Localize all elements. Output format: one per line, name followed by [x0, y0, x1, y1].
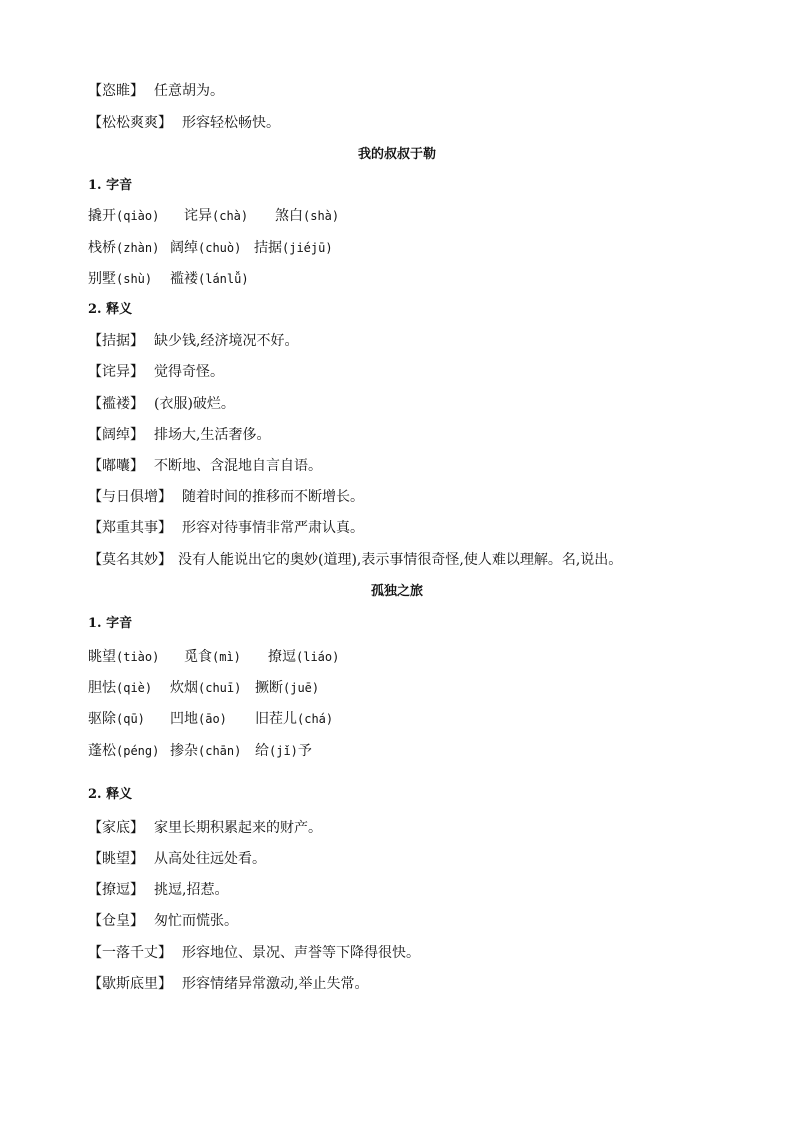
definition-entry	[88, 488, 364, 506]
word: 撅断	[255, 680, 283, 696]
pinyin: (juē)	[283, 681, 320, 695]
pinyin: (tiào)	[116, 650, 160, 664]
definition-term: 【嘟囔】	[88, 458, 144, 474]
word: 诧异	[184, 208, 212, 224]
word: 煞白	[275, 208, 303, 224]
word: 驱除	[88, 711, 116, 727]
word: 蓬松	[88, 743, 116, 759]
pinyin: (jiéjū)	[282, 241, 333, 255]
definition-text: 挑逗,招惹。	[154, 882, 229, 898]
pinyin: (chān)	[198, 744, 242, 758]
word-suffix: 予	[297, 743, 312, 759]
definition-term: 【家底】	[88, 820, 144, 836]
definition-entry	[88, 944, 420, 962]
definition-entry	[88, 975, 368, 993]
definition-term: 【与日俱增】	[88, 489, 172, 505]
definition-term: 【郑重其事】	[88, 520, 172, 536]
pronunciation-item	[275, 207, 339, 225]
pronunciation-item	[170, 742, 241, 760]
word: 旧茬儿	[255, 711, 297, 727]
pinyin: (lánlǚ)	[198, 272, 249, 286]
definition-text: 形容地位、景况、声誉等下降得很快。	[182, 945, 420, 961]
definition-text: (衣服)破烂。	[154, 396, 235, 412]
word: 褴褛	[170, 271, 198, 287]
definitions-heading: 2. 释义	[88, 787, 133, 802]
definition-entry	[88, 395, 235, 413]
pinyin: (zhàn)	[116, 241, 160, 255]
pronunciation-item	[88, 648, 159, 666]
definition-entry	[88, 819, 322, 837]
pronunciation-item	[170, 270, 249, 288]
definition-text: 随着时间的推移而不断增长。	[182, 489, 364, 505]
pinyin: (liáo)	[296, 650, 340, 664]
definition-text: 匆忙而慌张。	[154, 913, 238, 929]
word: 撬开	[88, 208, 116, 224]
definition-term: 【仓皇】	[88, 913, 144, 929]
pinyin: (jǐ)	[269, 744, 298, 758]
definition-text: 觉得奇怪。	[154, 364, 224, 380]
definition-term: 【恣睢】	[88, 83, 144, 99]
pronunciation-item	[88, 207, 159, 225]
pinyin: (péng)	[116, 744, 160, 758]
definition-term: 【一落千丈】	[88, 945, 172, 961]
definition-entry	[88, 850, 266, 868]
pinyin: (chà)	[212, 209, 249, 223]
pinyin: (chuò)	[198, 241, 242, 255]
word: 凹地	[170, 711, 198, 727]
pronunciation-item	[88, 710, 145, 728]
definition-term: 【松松爽爽】	[88, 115, 172, 131]
pinyin: (shà)	[303, 209, 340, 223]
word: 觅食	[184, 649, 212, 665]
pinyin: (chá)	[297, 712, 334, 726]
pinyin: (shù)	[116, 272, 153, 286]
definition-term: 【拮据】	[88, 333, 144, 349]
definition-term: 【阔绰】	[88, 427, 144, 443]
pronunciation-item	[88, 239, 159, 257]
definition-text: 形容对待事情非常严肃认真。	[182, 520, 364, 536]
definition-term: 【褴褛】	[88, 396, 144, 412]
definition-text: 家里长期积累起来的财产。	[154, 820, 322, 836]
pronunciation-item	[170, 710, 227, 728]
word: 撩逗	[268, 649, 296, 665]
pinyin: (qū)	[116, 712, 145, 726]
pronunciation-item	[268, 648, 339, 666]
pronunciation-heading: 1. 字音	[88, 616, 133, 631]
definition-term: 【眺望】	[88, 851, 144, 867]
definition-entry	[88, 519, 364, 537]
definition-entry	[88, 457, 322, 475]
definition-entry	[88, 551, 622, 569]
definition-text: 没有人能说出它的奥妙(道理),表示事情很奇怪,使人难以理解。名,说出。	[178, 552, 623, 568]
pronunciation-item	[170, 679, 241, 697]
pronunciation-item	[255, 679, 319, 697]
definition-text: 任意胡为。	[154, 83, 224, 99]
pinyin: (chuī)	[198, 681, 242, 695]
pronunciation-item	[254, 239, 333, 257]
word: 眺望	[88, 649, 116, 665]
pronunciation-item	[88, 742, 159, 760]
definition-term: 【撩逗】	[88, 882, 144, 898]
word: 拮据	[254, 240, 282, 256]
pinyin: (qiào)	[116, 209, 160, 223]
definition-term: 【诧异】	[88, 364, 144, 380]
definition-entry	[88, 881, 228, 899]
section-title: 孤独之旅	[370, 584, 423, 599]
pronunciation-item	[255, 742, 312, 760]
definitions-heading: 2. 释义	[88, 302, 133, 317]
definition-entry	[88, 114, 280, 132]
definition-text: 从高处往远处看。	[154, 851, 266, 867]
definition-text: 排场大,生活奢侈。	[154, 427, 271, 443]
definition-text: 形容轻松畅快。	[182, 115, 280, 131]
pronunciation-item	[88, 679, 152, 697]
definition-text: 缺少钱,经济境况不好。	[154, 333, 299, 349]
definition-term: 【歇斯底里】	[88, 976, 172, 992]
word: 胆怯	[88, 680, 116, 696]
definition-entry	[88, 363, 224, 381]
definition-entry	[88, 912, 238, 930]
pronunciation-item	[88, 270, 152, 288]
word: 别墅	[88, 271, 116, 287]
pinyin: (qiè)	[116, 681, 153, 695]
word: 栈桥	[88, 240, 116, 256]
definition-entry	[88, 332, 298, 350]
word: 给	[255, 743, 269, 759]
definition-entry	[88, 82, 224, 100]
definition-term: 【莫名其妙】	[88, 552, 172, 568]
pronunciation-heading: 1. 字音	[88, 178, 133, 193]
word: 阔绰	[170, 240, 198, 256]
word: 掺杂	[170, 743, 198, 759]
pinyin: (āo)	[198, 712, 227, 726]
definition-entry	[88, 426, 270, 444]
section-title: 我的叔叔于勒	[357, 147, 436, 162]
definition-text: 形容情绪异常激动,举止失常。	[182, 976, 369, 992]
pronunciation-item	[170, 239, 241, 257]
pronunciation-item	[184, 207, 248, 225]
pronunciation-item	[184, 648, 241, 666]
definition-text: 不断地、含混地自言自语。	[154, 458, 322, 474]
word: 炊烟	[170, 680, 198, 696]
pinyin: (mì)	[212, 650, 241, 664]
pronunciation-item	[255, 710, 333, 728]
